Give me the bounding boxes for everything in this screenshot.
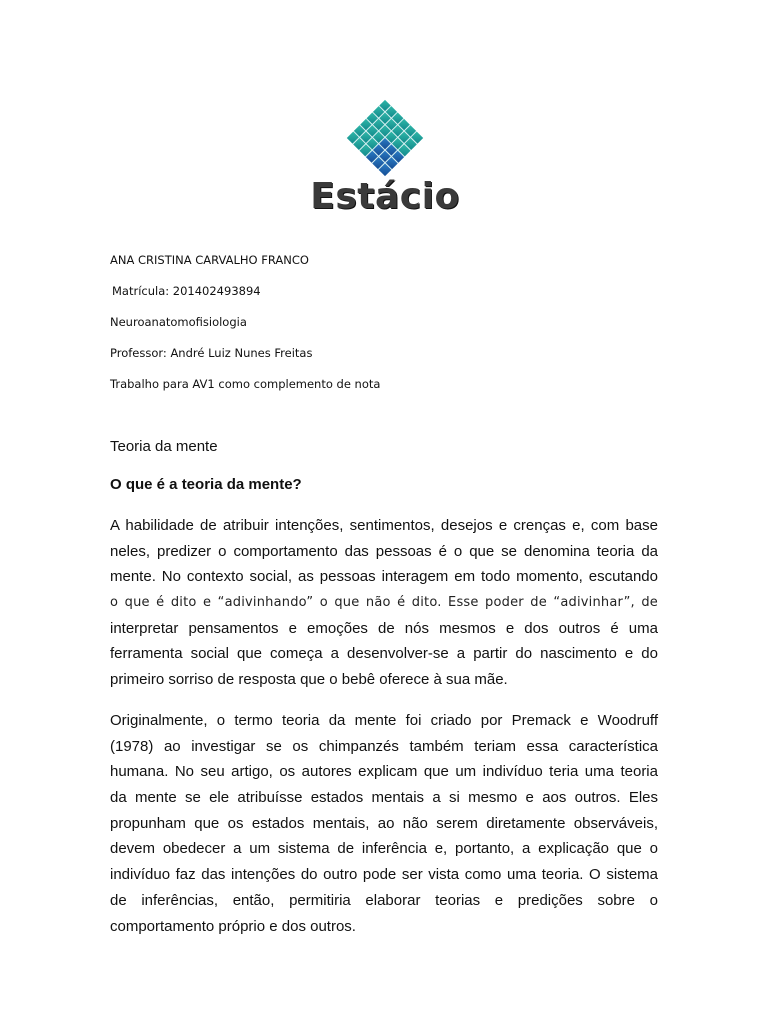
registration-number: Matrícula: 201402493894 (112, 284, 261, 298)
assignment-description: Trabalho para AV1 como complemento de nota (110, 377, 381, 391)
paragraph-line: propunham que os estados mentais, ao não serem diretamente observáveis, (110, 814, 658, 832)
paragraph-2 (110, 708, 658, 939)
student-name: ANA CRISTINA CARVALHO FRANCO (110, 253, 309, 267)
paragraph-line: primeiro sorriso de resposta que o bebê oferece à sua mãe. (110, 671, 508, 689)
paragraph-line: A habilidade de atribuir intenções, sentimentos, desejos e crenças e, com base (110, 517, 658, 534)
paragraph-line: Originalmente, o termo teoria da mente foi criado por Premack e Woodruff (110, 712, 658, 729)
course-name: Neuroanatomofisiologia (110, 315, 247, 329)
logo-wordmark: Estácio (310, 176, 460, 217)
document-title: Teoria da mente (110, 438, 218, 455)
paragraph-line: indivíduo faz das intenções do outro pode ser vista como uma teoria. O sistema (110, 866, 658, 884)
paragraph-line: da mente se ele atribuísse estados mentais a si mesmo e aos outros. Eles (110, 789, 658, 807)
section-subtitle: O que é a teoria da mente? (110, 476, 302, 493)
paragraph-line: o que é dito e “adivinhando” o que não é dito. Esse poder de “adivinhar”, de (110, 595, 658, 611)
paragraph-line: mente. No contexto social, as pessoas interagem em todo momento, escutando (110, 568, 658, 586)
paragraph-1 (110, 513, 658, 693)
estacio-logo (300, 98, 470, 218)
paragraph-line: devem obedecer a um sistema de inferência e, portanto, a explicação que o (110, 840, 658, 858)
paragraph-line: ferramenta social que começa a desenvolver-se a partir do nascimento e do (110, 645, 658, 663)
paragraph-line: neles, predizer o comportamento das pessoas é o que se denomina teoria da (110, 542, 658, 560)
paragraph-line: comportamento próprio e dos outros. (110, 917, 356, 935)
paragraph-line: humana. No seu artigo, os autores explicam que um indivíduo teria uma teoria (110, 763, 658, 781)
diamond-logo-icon (300, 98, 470, 178)
paragraph-line: (1978) ao investigar se os chimpanzés também teriam essa característica (110, 737, 658, 755)
paragraph-line: de inferências, então, permitiria elaborar teorias e predições sobre o (110, 891, 658, 909)
paragraph-line: interpretar pensamentos e emoções de nós mesmos e dos outros é uma (110, 619, 658, 637)
professor-name: Professor: André Luiz Nunes Freitas (110, 346, 313, 360)
